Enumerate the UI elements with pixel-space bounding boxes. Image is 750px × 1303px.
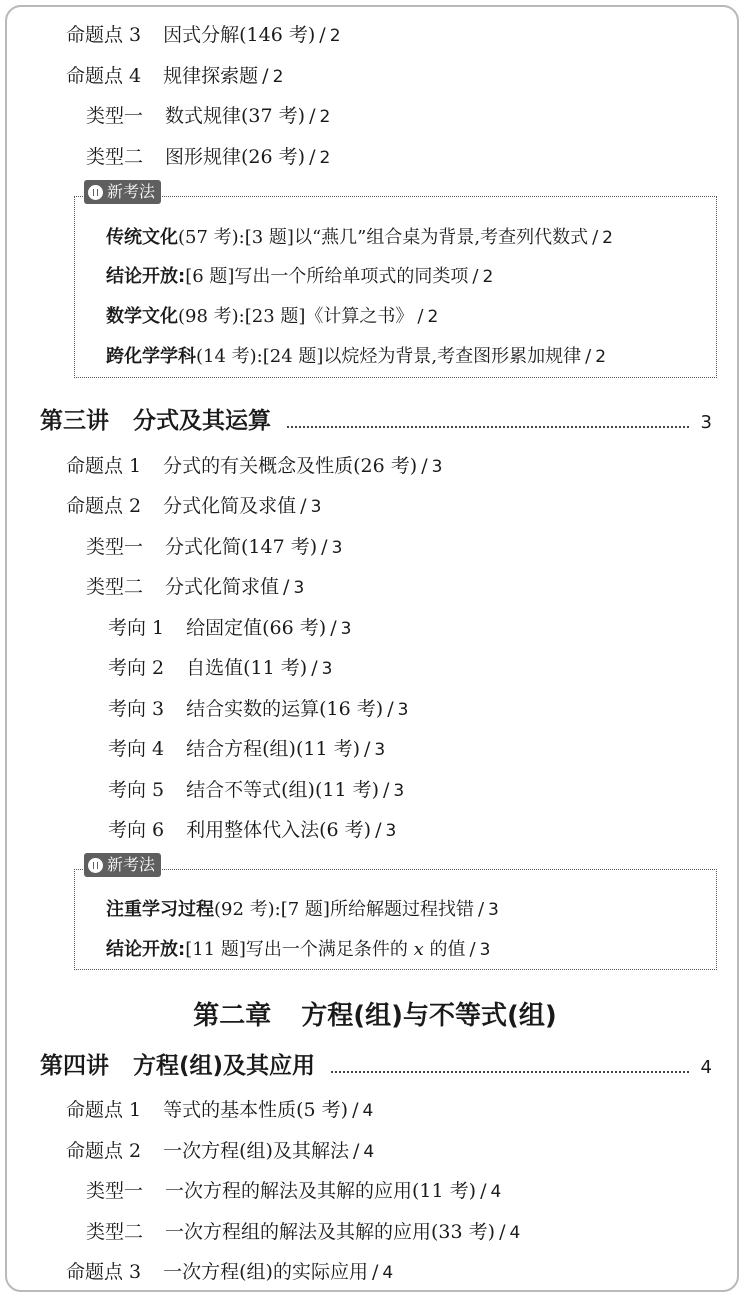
item-number: 考向 2 [108, 657, 165, 679]
page-number: 3 [374, 740, 386, 760]
page-number: 2 [595, 347, 607, 367]
badge-label: 新考法 [107, 855, 156, 874]
page-number: 3 [340, 619, 352, 639]
item-title: 结合方程(组)(11 考) [186, 738, 361, 760]
item-number: 命题点 3 [66, 1261, 142, 1283]
item-number: 类型一 [86, 105, 144, 127]
page-number: 3 [385, 821, 397, 841]
item-title: 分式化简(147 考) [165, 536, 318, 558]
item-title: 结合不等式(组)(11 考) [186, 779, 380, 801]
page-number: 2 [319, 107, 331, 127]
entry-text: (14 考):[24 题]以烷烃为背景,考查图形累加规律 [196, 346, 582, 367]
page-number: 3 [293, 578, 305, 598]
item-number: 考向 6 [108, 819, 165, 841]
math-variable: x [413, 939, 424, 960]
page-number: 2 [602, 228, 613, 248]
new-method-entry[interactable]: 传统文化(57 考):[3 题]以“燕几”组合桌为背景,考查列代数式 / 2 [106, 227, 613, 248]
item-number: 类型二 [86, 576, 144, 598]
new-method-entry[interactable]: 跨化学学科(14 考):[24 题]以烷烃为背景,考查图形累加规律 / 2 [106, 346, 607, 367]
entry-heading: 数学文化 [106, 306, 178, 327]
dot-leader [331, 1071, 689, 1073]
entry-text: [6 题]写出一个所给单项式的同类项 [185, 266, 469, 287]
page-number: 2 [329, 26, 341, 46]
item-title: 图形规律(26 考) [165, 146, 306, 168]
toc-item[interactable]: 考向 6 利用整体代入法(6 考) / 3 [108, 819, 397, 841]
item-title: 等式的基本性质(5 考) [163, 1099, 349, 1121]
page-number: 3 [393, 781, 405, 801]
entry-heading: 传统文化 [106, 227, 178, 248]
item-number: 命题点 2 [66, 495, 142, 517]
toc-item[interactable]: 命题点 1 等式的基本性质(5 考) / 4 [66, 1099, 374, 1121]
new-method-entry[interactable]: 结论开放:[11 题]写出一个满足条件的 x 的值 / 3 [106, 939, 491, 960]
page-number: 2 [319, 148, 331, 168]
toc-item[interactable]: 考向 2 自选值(11 考) / 3 [108, 657, 333, 679]
lecture-number: 第三讲 [40, 408, 109, 434]
badge-label: 新考法 [107, 182, 156, 201]
item-title: 数式规律(37 考) [165, 105, 306, 127]
new-method-badge [84, 180, 161, 204]
item-title: 分式化简求值 [165, 576, 280, 598]
page-number: 3 [397, 700, 409, 720]
item-title: 规律探索题 [163, 65, 259, 87]
entry-heading: 结论开放: [106, 939, 186, 960]
lecture-title: 分式及其运算 [133, 408, 271, 434]
lecture-heading[interactable] [40, 407, 712, 435]
page-number: 3 [310, 497, 322, 517]
item-number: 类型一 [86, 536, 144, 558]
page-number: 3 [700, 412, 712, 433]
lecture-number: 第四讲 [40, 1053, 109, 1079]
new-method-entry[interactable]: 数学文化(98 考):[23 题]《计算之书》 / 2 [106, 306, 439, 327]
item-number: 命题点 3 [66, 24, 142, 46]
toc-item[interactable]: 考向 5 结合不等式(组)(11 考) / 3 [108, 779, 405, 801]
item-number: 考向 3 [108, 698, 165, 720]
item-number: 类型二 [86, 1221, 144, 1243]
item-number: 命题点 1 [66, 1099, 142, 1121]
dot-leader [287, 426, 689, 428]
toc-item[interactable]: 命题点 2 分式化简及求值 / 3 [66, 495, 322, 517]
item-title: 自选值(11 考) [186, 657, 308, 679]
lecture-title: 方程(组)及其应用 [133, 1053, 316, 1079]
page-number: 3 [321, 659, 333, 679]
page-number: 2 [272, 67, 284, 87]
new-method-entry[interactable]: 结论开放:[6 题]写出一个所给单项式的同类项 / 2 [106, 266, 494, 287]
toc-item[interactable]: 类型二 图形规律(26 考) / 2 [86, 146, 331, 168]
new-method-badge [84, 853, 161, 877]
lightbulb-icon [88, 185, 103, 200]
lecture-heading[interactable] [40, 1052, 712, 1080]
new-method-entry[interactable]: 注重学习过程(92 考):[7 题]所给解题过程找错 / 3 [106, 899, 499, 920]
entry-text: (57 考):[3 题]以“燕几”组合桌为背景,考查列代数式 [178, 227, 589, 248]
toc-item[interactable]: 命题点 3 一次方程(组)的实际应用 / 4 [66, 1261, 394, 1283]
entry-heading: 结论开放: [106, 266, 186, 287]
page-number: 4 [363, 1142, 375, 1162]
item-number: 命题点 1 [66, 455, 142, 477]
entry-text: 的值 [429, 939, 466, 960]
page-number: 2 [427, 307, 439, 327]
lightbulb-icon [88, 858, 103, 873]
page-number: 3 [331, 538, 343, 558]
toc-item[interactable]: 考向 3 结合实数的运算(16 考) / 3 [108, 698, 409, 720]
toc-item[interactable]: 类型二 分式化简求值 / 3 [86, 576, 305, 598]
item-number: 命题点 2 [66, 1140, 142, 1162]
item-title: 结合实数的运算(16 考) [186, 698, 384, 720]
toc-item[interactable]: 命题点 1 分式的有关概念及性质(26 考) / 3 [66, 455, 443, 477]
toc-item[interactable]: 考向 4 结合方程(组)(11 考) / 3 [108, 738, 386, 760]
item-number: 命题点 4 [66, 65, 142, 87]
entry-heading: 注重学习过程 [106, 899, 214, 920]
entry-text: (98 考):[23 题]《计算之书》 [178, 306, 414, 327]
item-title: 利用整体代入法(6 考) [186, 819, 372, 841]
item-number: 类型一 [86, 1180, 144, 1202]
page-number: 4 [700, 1057, 712, 1078]
item-number: 考向 4 [108, 738, 165, 760]
toc-item[interactable]: 命题点 2 一次方程(组)及其解法 / 4 [66, 1140, 375, 1162]
entry-heading: 跨化学学科 [106, 346, 196, 367]
item-title: 一次方程(组)的实际应用 [163, 1261, 368, 1283]
item-number: 考向 5 [108, 779, 165, 801]
toc-item[interactable]: 类型一 数式规律(37 考) / 2 [86, 105, 331, 127]
page-number: 4 [362, 1101, 374, 1121]
entry-text: (92 考):[7 题]所给解题过程找错 [214, 899, 474, 920]
page-number: 2 [482, 267, 494, 287]
toc-item[interactable]: 考向 1 给固定值(66 考) / 3 [108, 617, 352, 639]
chapter-number: 第二章 [193, 1001, 272, 1031]
item-title: 一次方程(组)及其解法 [163, 1140, 349, 1162]
item-number: 类型二 [86, 146, 144, 168]
item-number: 考向 1 [108, 617, 165, 639]
page-number: 3 [488, 900, 499, 920]
item-title: 因式分解(146 考) [163, 24, 316, 46]
entry-text: [11 题]写出一个满足条件的 [185, 939, 408, 960]
page-number: 3 [479, 940, 491, 960]
page-number: 4 [382, 1263, 394, 1283]
toc-item[interactable]: 类型二 一次方程组的解法及其解的应用(33 考) / 4 [86, 1221, 521, 1243]
page-number: 4 [490, 1182, 502, 1202]
toc-item[interactable]: 命题点 3 因式分解(146 考) / 2 [66, 24, 341, 46]
item-title: 分式化简及求值 [163, 495, 297, 517]
toc-item[interactable]: 类型一 分式化简(147 考) / 3 [86, 536, 343, 558]
toc-item[interactable]: 命题点 4 规律探索题 / 2 [66, 65, 284, 87]
page-number: 3 [431, 457, 443, 477]
item-title: 给固定值(66 考) [186, 617, 327, 639]
chapter-title: 方程(组)与不等式(组) [301, 1001, 557, 1031]
toc-item[interactable]: 类型一 一次方程的解法及其解的应用(11 考) / 4 [86, 1180, 502, 1202]
item-title: 一次方程组的解法及其解的应用(33 考) [165, 1221, 496, 1243]
chapter-heading[interactable] [0, 1000, 750, 1032]
item-title: 分式的有关概念及性质(26 考) [163, 455, 418, 477]
page-number: 4 [509, 1223, 521, 1243]
item-title: 一次方程的解法及其解的应用(11 考) [165, 1180, 477, 1202]
